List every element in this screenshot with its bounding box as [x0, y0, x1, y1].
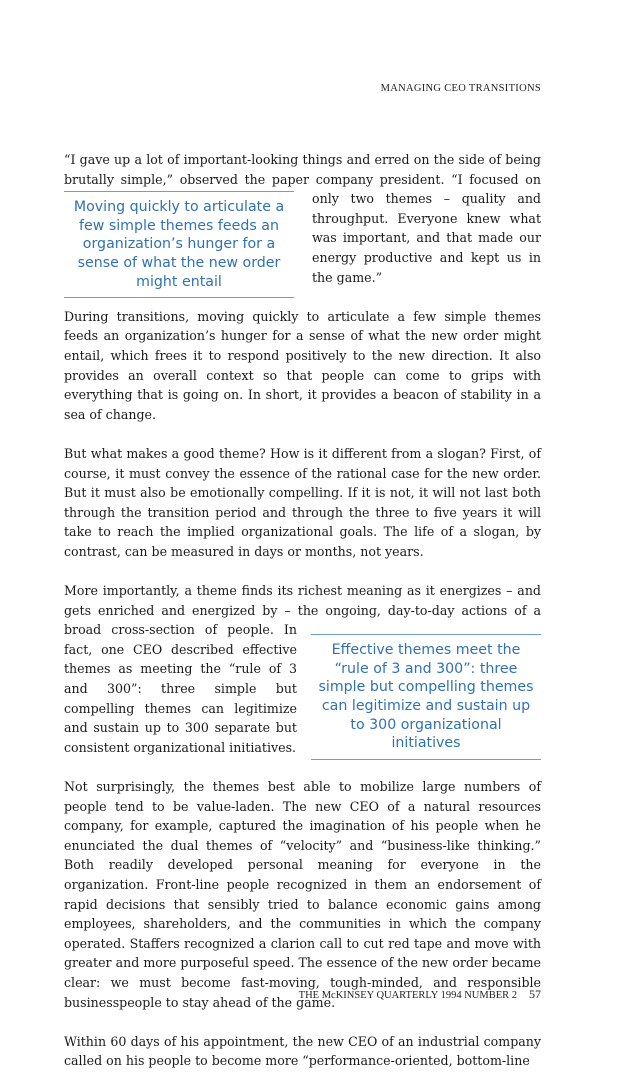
- paragraph-1-rest: themes – quality and throughput. Everyone knew what was important, and that made our energy productive and kept us in the game.”: [312, 191, 541, 285]
- pull-quote-1: Moving quickly to articulate a few simple themes feeds an organization’s hunger for a sense of what the new order might entail: [64, 191, 294, 298]
- paragraph-6: Within 60 days of his appointment, the new CEO of an industrial company called on his people to become more “performance-oriented, bottom-line: [64, 1033, 541, 1069]
- paragraph-4-lead: More importantly, a theme finds its richest meaning as it energizes – and gets enriched and energized by – the ongoing, day-to-day actions of a broad cross-: [64, 583, 541, 638]
- page-footer: [299, 987, 541, 1002]
- paragraph-5: Not surprisingly, the themes best able to mobilize large numbers of people tend to be value-laden. The new CEO of a natural resources company, for example, captured the imagination of his people when he enunciated the dual themes of “velocity” and “business-like thinking.” Both readily developed personal meaning for everyone in the organization. Front-line people recognized in them an endorsement of rapid decisions that sensibly tried to balance economic gains among employees, shareholders, and the communities in which the company operated. Staffers recognized a clarion call to cut red tape and move with greater and more purposeful speed. The essence of the new order became clear: we must become fast-moving, tough-minded, and responsible businesspeople to stay ahead of the game.: [64, 779, 541, 1010]
- pull-quote-2: Effective themes meet the “rule of 3 and 300”: three simple but compelling themes can legitimize and sustain up to 300 organizational initiatives: [311, 634, 541, 760]
- page-number: 57: [529, 987, 541, 1001]
- article-body: [64, 150, 541, 1091]
- paragraph-4: [64, 581, 541, 757]
- paragraph-1: [64, 150, 541, 290]
- paragraph-1-lead: “I gave up a lot of important-looking things and erred on the side of being brutally simple,” observed the paper company president. “I focused on only two: [64, 152, 541, 207]
- paragraph-3: But what makes a good theme? How is it different from a slogan? First, of course, it must convey the essence of the rational case for the new order. But it must also be emotionally compelling. If it is not, it will not last both through the transition period and through the three to five years it will take to reach the implied organizational goals. The life of a slogan, by contrast, can be measured in days or months, not years.: [64, 445, 541, 559]
- running-head: MANAGING CEO TRANSITIONS: [380, 83, 541, 94]
- footer-publication: THE McKINSEY QUARTERLY 1994 NUMBER 2: [298, 990, 517, 1001]
- paragraph-4-rest: section of people. In fact, one CEO described effective themes as meeting the “rule of 3 and 300”: three simple but compelling themes can legitimize and sustain up to 300 separate but consistent organizational initiatives.: [64, 622, 297, 755]
- paragraph-2: During transitions, moving quickly to articulate a few simple themes feeds an organization’s hunger for a sense of what the new order might entail, which frees it to respond positively to the new direction. It also provides an overall context so that people can come to grips with everything that is going on. In short, it provides a beacon of stability in a sea of change.: [64, 308, 541, 422]
